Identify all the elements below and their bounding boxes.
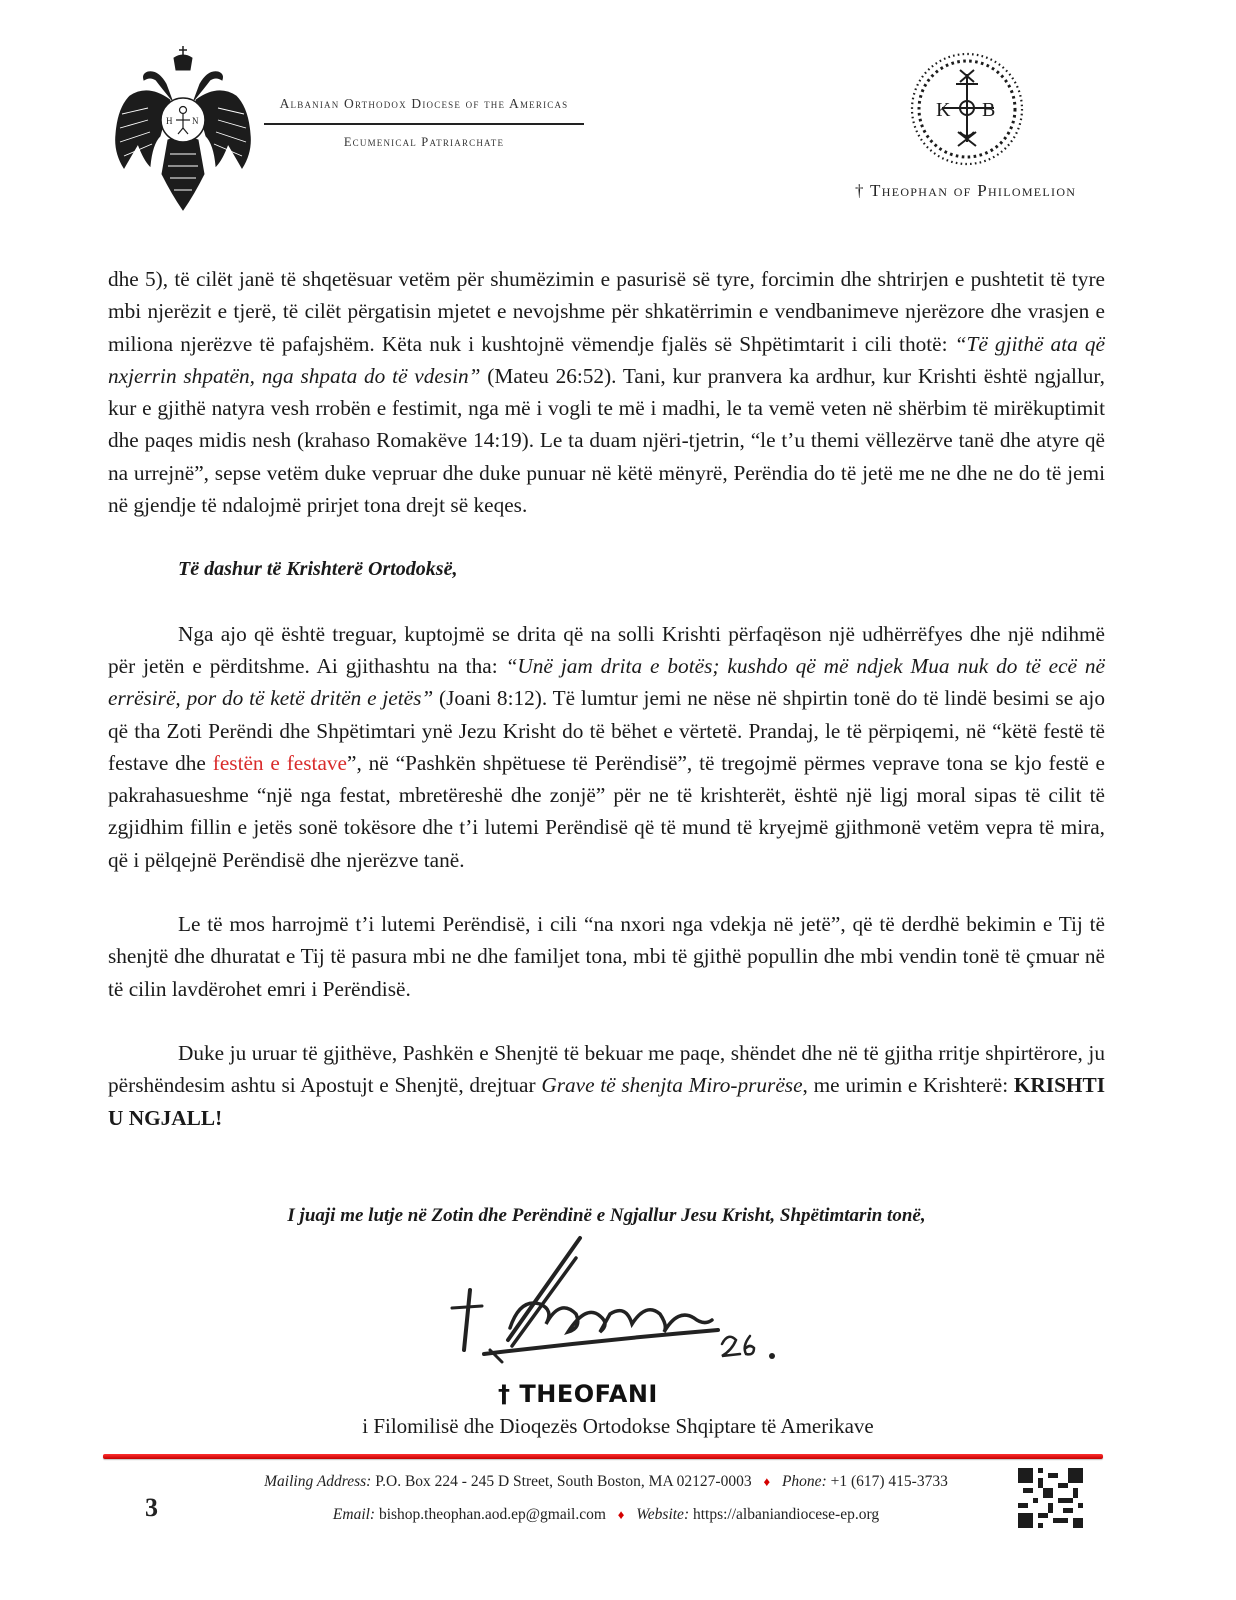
bishop-title: † Theophan of Philomelion: [855, 181, 1077, 200]
footer-divider: [103, 1454, 1103, 1459]
svg-text:B: B: [982, 99, 996, 121]
organization-header: [264, 96, 584, 150]
paragraph-3: Le të mos harrojmë t’i lutemi Perëndisë, i cili “na nxori nga vdekja në jetë”, që të derdhë bekimin e Tij të shenjtë dhe dhuratat e Tij të pasura mbi ne dhe familjet tona, mbi të gjithë popullin dhe mbi vendin tonë të çmuar në të cilin lavdërohet emri i Perëndisë.: [108, 912, 1105, 1001]
p2-highlight: festën e festave: [212, 750, 348, 775]
jurisdiction-name: Ecumenical Patriarchate: [343, 134, 505, 149]
website-label: Website:: [636, 1506, 690, 1523]
bishop-seal: [908, 50, 1026, 168]
qr-code[interactable]: [1018, 1467, 1083, 1529]
paschal-greeting: KRISHTI U NGJALL!: [108, 1073, 1105, 1130]
email-label: Email:: [332, 1506, 376, 1523]
p2-text: Nga ajo që është treguar, kuptojmë se drita që na solli Krishti përfaqëson një udhërrëfyes dhe një ndihmë për jetën e përditshme. Ai gjithashtu na tha:: [108, 621, 1105, 678]
p1-text-continued: (Mateu 26:52). Tani, kur pranvera ka ardhur, kur Krishti është ngjallur, kur e gjithë natyra vesh rrobën e festimit, nga më i vogli te më i madhi, le ta vemë veten në shërbim të mirëkuptimit dhe paqes midis nesh (krahaso Romakëve 14:19). Le ta duam njëri-tjetrin, “le t’u themi vëllezërve tanë dhe atyre që na urrejnë”, sepse vetëm duke vepruar dhe duke punuar në këtë mënyrë, Perëndia do të jetë me ne dhe ne do të jemi në gjendje të ndalojmë prirjet tona drejt së keqes.: [108, 363, 1106, 518]
svg-text:N: N: [192, 116, 199, 126]
p1-text: dhe 5), të cilët janë të shqetësuar vetëm për shumëzimin e pasurisë së tyre, forcimin dhe shtrirjen e pushtetit të tyre mbi njerëzit e tjerë, të cilët përgatisin mjetet e nevojshme për shkatërrimin e vendbanimeve njerëzore dhe vrasjen e miliona njerëzve të pafajshëm. Këta nuk i kushtojnë vëmendje fjalës së Shpëtimtarit i cili thotë:: [108, 267, 1105, 356]
organization-name: Albanian Orthodox Diocese of the Americas: [279, 96, 569, 111]
letter-body: [108, 263, 1105, 1134]
closing-salutation: I juaji me lutje në Zotin dhe Perëndinë e Ngjallur Jesu Krisht, Shpëtimtarin tonë,: [287, 1205, 926, 1226]
p4-text-mid: , me urimin e Krishterë:: [802, 1073, 1014, 1098]
p1-scripture-quote: “Të gjithë ata që nxjerrin shpatën, nga shpata do të vdesin”: [108, 331, 1105, 388]
website-link[interactable]: https://albaniandiocese-ep.org: [692, 1506, 880, 1523]
double-headed-eagle-emblem: [108, 44, 258, 214]
greeting: Të dashur të Krishterë Ortodoksë,: [178, 558, 458, 581]
diamond-separator-icon: ♦: [617, 1507, 625, 1522]
phone-label: Phone:: [781, 1473, 827, 1490]
paragraph-4: [108, 1037, 1105, 1134]
email-link[interactable]: bishop.theophan.aod.ep@gmail.com: [378, 1506, 606, 1523]
diamond-separator-icon: ♦: [763, 1474, 771, 1489]
p2-text-end: ”, në “Pashkën shpëtuese të Perëndisë”, të tregojmë përmes veprave tona se kjo festë e pakrahasueshme “një nga festat, mbretëreshë dhe zonjë” për ne të krishterët, është një ligj moral sipas të cilit të zgjidhim fillin e jetës sonë tokësore dhe t’i lutemi Perëndisë që të mund të kryejmë gjithmonë vetëm vepra të mira, që i pëlqejnë Perëndisë dhe njerëzve tanë.: [108, 750, 1105, 872]
paragraph-2: [108, 618, 1105, 876]
eagle-icon: [108, 44, 258, 214]
p2-text-mid: (Joani 8:12). Të lumtur jemi ne nëse në shpirtin tonë do të lindë besimi se ajo që tha Zoti Perëndi dhe Shpëtimtari ynë Jezu Krisht do të bëhet e vërtetë. Prandaj, le të përpiqemi, në “këtë festë të festave dhe: [108, 686, 1106, 775]
svg-text:K: K: [936, 99, 951, 121]
p4-italic: Grave të shenjta Miro-prurëse: [541, 1073, 803, 1098]
mailing-label: Mailing Address:: [264, 1473, 372, 1490]
signature-icon: [450, 1228, 790, 1378]
footer-contact-line-2: [206, 1506, 1006, 1524]
p4-text: Duke ju uruar të gjithëve, Pashkën e Shenjtë të bekuar me paqe, shëndet dhe në të gjitha rritje shpirtërore, ju përshëndesim ashtu si Apostujt e Shenjtë, drejtuar: [108, 1040, 1105, 1098]
header-divider: [264, 123, 584, 125]
paragraph-1: [108, 263, 1105, 521]
page-number: 3: [145, 1493, 158, 1522]
footer-contact-line-1: [206, 1473, 1006, 1491]
mailing-address: P.O. Box 224 - 245 D Street, South Boston, MA 02127-0003: [375, 1473, 752, 1490]
signer-name: † THEOFANI: [498, 1380, 658, 1408]
seal-icon: [908, 50, 1026, 168]
phone-number[interactable]: +1 (617) 415-3733: [830, 1473, 948, 1490]
handwritten-signature: [450, 1228, 790, 1378]
p2-scripture-quote: “Unë jam drita e botës; kushdo që më ndjek Mua nuk do të ecë në errësirë, por do të ketë dritën e jetës”: [108, 653, 1106, 711]
svg-text:H: H: [166, 116, 173, 126]
qr-code-icon: [1018, 1467, 1083, 1529]
signer-role: i Filomilisë dhe Dioqezës Ortodokse Shqiptare të Amerikave: [362, 1414, 874, 1438]
